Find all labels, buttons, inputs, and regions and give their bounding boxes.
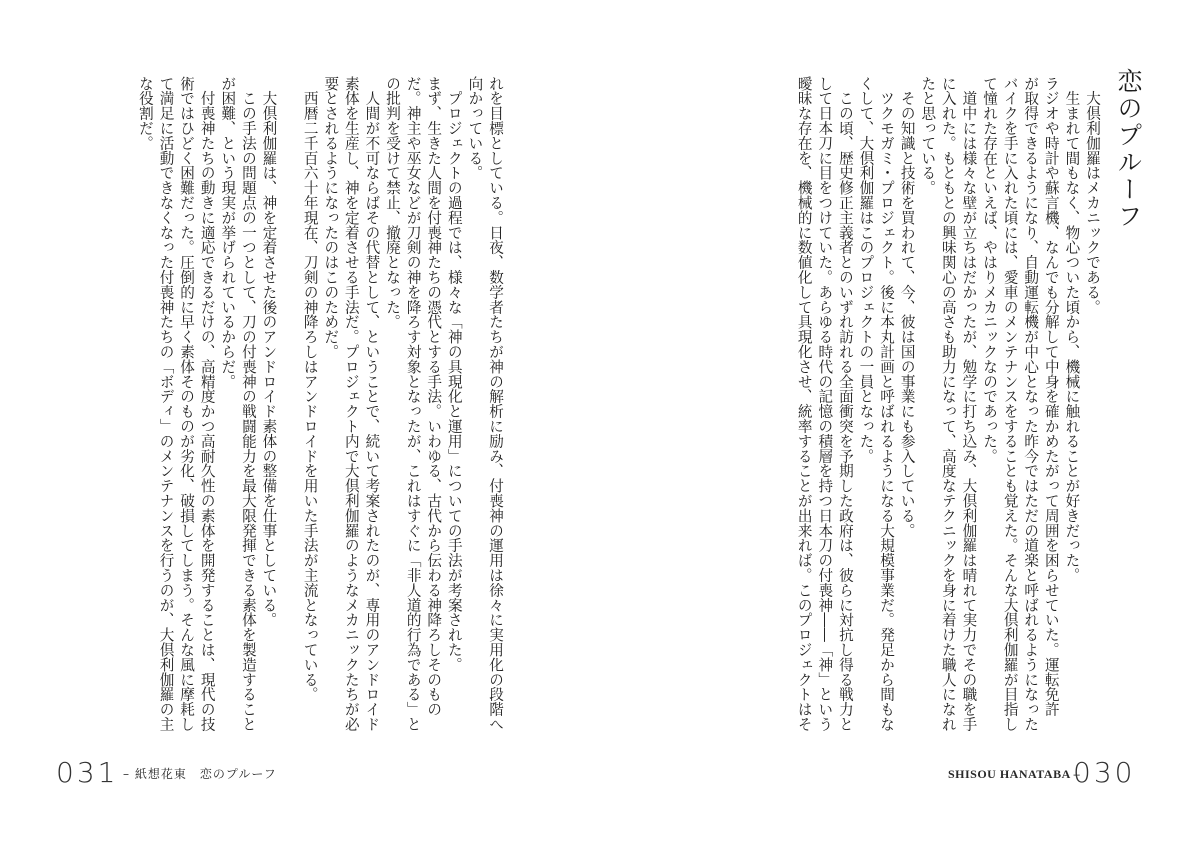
right-page — [600, 0, 1200, 853]
body-line: に入れた。もともとの興味関心の高さも助力になって、高度なテクニックを身に着けた職人になれ — [939, 76, 957, 732]
running-head-left: – 紙想花東 恋のプルーフ — [123, 767, 277, 781]
body-line: ツクモガミ・プロジェクト。後に本丸計画と呼ばれるようになる大規模事業だ。発足から間もな — [878, 76, 896, 732]
page-number-left: 031 — [56, 756, 119, 789]
page-number-right: 030 — [1073, 756, 1136, 789]
body-line: 素体を生産し、神を定着させる手法だ。プロジェクト内で大倶利伽羅のようなメカニックたちが必 — [342, 76, 360, 732]
body-line: くして、大倶利伽羅はこのプロジェクトの一員となった。 — [857, 76, 875, 464]
body-line: の批判を受けて禁止、撤廃となった。 — [384, 76, 402, 330]
body-line: バイクを手に入れた頃には、愛車のメンテナンスをすることも覚えた。そんな大倶利伽羅が目指し — [1001, 76, 1019, 732]
body-line: 曖昧な存在を、機械的に数値化して具現化させ、統率することが出来れば。このプロジェクトはそ — [795, 76, 813, 732]
body-line: 大倶利伽羅はメカニックである。 — [1084, 76, 1101, 315]
body-line: この頃、歴史修正主義者とのいずれ訪れる全面衝突を予期した政府は、彼らに対抗し得る戦力と — [836, 76, 854, 732]
body-line: この手法の問題点の一つとして、刀の付喪神の戦闘能力を最大限発揮できる素体を製造すること — [239, 76, 257, 732]
body-line: て憧れた存在といえば、やはりメカニックなのであった。 — [981, 76, 999, 464]
left-page-body — [53, 76, 505, 742]
body-line: れを目標としている。日夜、数学者たちが神の解析に励み、付喪神の運用は徐々に実用化の段階へ — [487, 76, 504, 732]
body-line: 人間が不可ならばその代替として、ということで、続いて考案されたのが、専用のアンドロイド — [363, 76, 381, 732]
body-line: ラジオや時計や蘇言機、なんでも分解して中身を確かめたがって周囲を困らせていた。運転免許 — [1042, 76, 1060, 717]
body-line: な役割だ。 — [136, 76, 154, 151]
body-line: その知識と技術を買われて、今、彼は国の事業にも参入している。 — [898, 76, 916, 538]
right-page-body — [692, 76, 1102, 742]
body-line: が困難、という現実が挙げられているからだ。 — [219, 76, 237, 389]
body-line: 術ではひどく困難だった。圧倒的に早く素体そのものが劣化、破損してしまう。そんな風に摩耗し — [178, 76, 196, 732]
body-line: 大倶利伽羅は、神を定着させた後のアンドロイド素体の整備を仕事としている。 — [260, 76, 278, 628]
body-line: だ。神主や巫女などが刀剣の神を降ろす対象となったが、これはすぐに「非人道的行為である」と — [404, 76, 422, 732]
body-line: 要とされるようになったのはこのためだ。 — [322, 76, 340, 360]
body-line: 向かっている。 — [466, 76, 484, 181]
body-line: プロジェクトの過程では、様々な「神の具現化と運用」についての手法が考案された。 — [445, 76, 463, 672]
body-line: して日本刀に目をつけていた。あらゆる時代の記憶の積層を持つ日本刀の付喪神――「神」という — [816, 76, 834, 732]
body-line: 付喪神たちの動きに適応できるだけの、高精度かつ高耐久性の素体を開発することは、現代の技 — [198, 76, 216, 732]
body-line: 西暦二千百六十年現在、刀剣の神降ろしはアンドロイドを用いた手法が主流となっている。 — [301, 76, 319, 702]
body-line: たと思っている。 — [919, 76, 937, 196]
chapter-title: 恋のプルーフ — [1114, 68, 1143, 230]
body-line: 道中には様々な壁が立ちはだかったが、勉学に打ち込み、大倶利伽羅は晴れて実力でその職を手 — [960, 76, 978, 732]
body-line: 生まれて間もなく、物心ついた頃から、機械に触れることが好きだった。 — [1063, 76, 1081, 583]
body-line: て満足に活動できなくなった付喪神たちの「ボディ」のメンテナンスを行うのが、大倶利伽羅の主 — [157, 76, 175, 732]
body-line: まず、生きた人間を付喪神たちの憑代とする手法。いわゆる、古代から伝わる神降ろしそのもの — [425, 76, 443, 717]
section-break — [278, 76, 299, 742]
body-line: が取得できるようになり、自動運転機が中心となった昨今ではただの道楽と呼ばれるようになった — [1022, 76, 1040, 732]
running-head-right: SHISOU HANATABA – — [948, 767, 1081, 781]
